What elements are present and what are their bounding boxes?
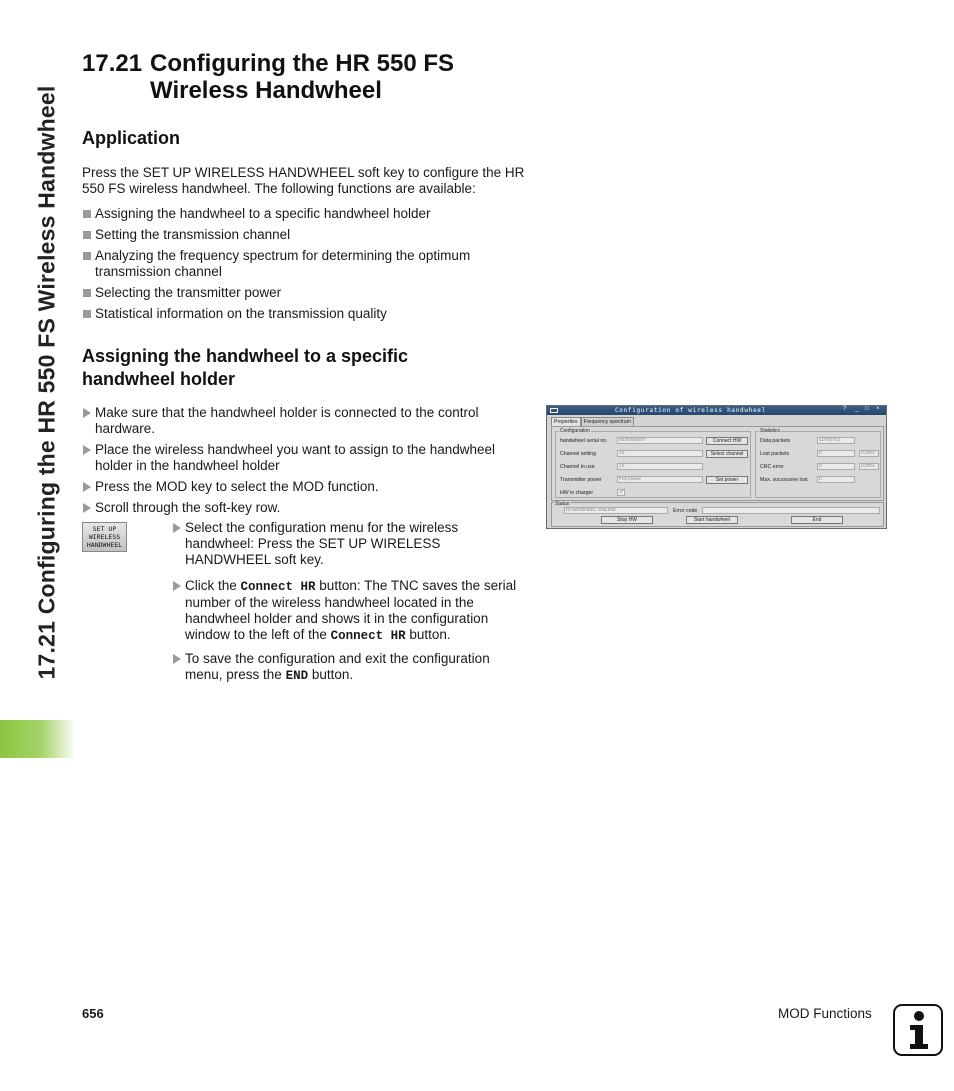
application-intro: Press the SET UP WIRELESS HANDWHEEL soft key to configure the HR 550 FS wireless handwheel. The following functions are available: xyxy=(82,165,525,196)
assigning-heading: Assigning the handwheel to a specific handwheel holder xyxy=(82,346,409,389)
configuration-group: Configuration handwheel serial no. 0026759407 Connect HW Channel setting 12 Select channel Channel in use 12 Transmitter power Full power Set power HW in charger ✓ xyxy=(555,431,751,498)
tab-properties[interactable]: Properties xyxy=(551,417,581,426)
serial-field: 0026759407 xyxy=(617,437,703,444)
error-code-label: Error code xyxy=(673,508,698,514)
list-item: Statistical information on the transmission quality xyxy=(82,306,522,322)
hw-in-charger-checkbox[interactable]: ✓ xyxy=(617,489,625,496)
list-item: Setting the transmission channel xyxy=(82,227,522,243)
set-power-button[interactable]: Set power xyxy=(706,476,748,484)
arrow-bullet-icon xyxy=(83,482,91,492)
lost-packets-field: 0 xyxy=(817,450,855,457)
info-icon xyxy=(893,1004,943,1056)
config-window-screenshot xyxy=(546,405,887,529)
list-item: Assigning the handwheel to a specific handwheel holder xyxy=(82,206,522,222)
section-name: MOD Functions xyxy=(778,1006,872,1021)
square-bullet-icon xyxy=(83,252,91,260)
sub-step-3: To save the configuration and exit the configuration menu, press the END button. xyxy=(172,651,527,684)
minimize-icon[interactable]: _ xyxy=(855,406,859,412)
channel-in-use-field: 12 xyxy=(617,463,703,470)
title-line-1: Configuring the HR 550 FS xyxy=(150,50,455,77)
square-bullet-icon xyxy=(83,231,91,239)
title-line-2: Wireless Handwheel xyxy=(150,77,382,104)
step-item: Place the wireless handwheel you want to assign to the handwheel holder in the handwheel holder xyxy=(82,442,527,474)
square-bullet-icon xyxy=(83,210,91,218)
list-item: Selecting the transmitter power xyxy=(82,285,522,301)
list-item: Analyzing the frequency spectrum for determining the optimum transmission channel xyxy=(82,248,522,280)
select-channel-button[interactable]: Select channel xyxy=(706,450,748,458)
step-item: Press the MOD key to select the MOD function. xyxy=(82,479,527,495)
channel-setting-field: 12 xyxy=(617,450,703,457)
help-icon[interactable]: ? xyxy=(843,406,847,412)
arrow-bullet-icon xyxy=(173,523,181,533)
square-bullet-icon xyxy=(83,289,91,297)
square-bullet-icon xyxy=(83,310,91,318)
function-list xyxy=(82,206,522,327)
page-number: 656 xyxy=(82,1006,104,1021)
application-heading: Application xyxy=(82,128,180,148)
step-item: Scroll through the soft-key row. xyxy=(82,500,527,516)
step-list xyxy=(82,405,527,521)
data-packets-field: 11734714 xyxy=(817,437,855,444)
sub-step-2: Click the Connect HR button: The TNC saves the serial number of the wireless handwheel located in the handwheel holder and shows it in the configuration window to the left of the Connect HR button. xyxy=(172,578,527,644)
lost-packets-pct: 0,00% xyxy=(859,450,879,457)
crc-error-pct: 0,00% xyxy=(859,463,879,470)
statistics-group: Statistics Data packets 11734714 Lost packets 0 0,00% CRC error 0 0,00% Max. successive lost 0 xyxy=(755,431,881,498)
chapter-color-tab xyxy=(0,720,76,758)
step-item: Make sure that the handwheel holder is connected to the control hardware. xyxy=(82,405,527,437)
maximize-icon[interactable]: □ xyxy=(865,406,869,412)
transmitter-power-field: Full power xyxy=(617,476,703,483)
status-group: Status HANDWHEEL ONLINE Error code Stop HW Start handwheel End xyxy=(551,502,884,527)
close-icon[interactable]: × xyxy=(876,406,880,412)
window-titlebar: Configuration of wireless handwheel ? _ □ × xyxy=(547,406,886,415)
end-button[interactable]: End xyxy=(791,516,843,524)
status-field: HANDWHEEL ONLINE xyxy=(564,507,668,514)
side-tab-title: 17.21 Configuring the HR 550 FS Wireless Handwheel xyxy=(33,85,60,680)
window-menu-icon[interactable] xyxy=(550,408,558,413)
tab-frequency-spectrum[interactable]: Frequency spectrum xyxy=(581,417,634,426)
page-title xyxy=(82,50,454,104)
max-successive-lost-field: 0 xyxy=(817,476,855,483)
stop-hw-button[interactable]: Stop HW xyxy=(601,516,653,524)
section-number: 17.21 xyxy=(82,50,143,77)
crc-error-field: 0 xyxy=(817,463,855,470)
start-handwheel-button[interactable]: Start handwheel xyxy=(686,516,738,524)
error-code-field xyxy=(702,507,880,514)
properties-panel xyxy=(551,426,884,501)
arrow-bullet-icon xyxy=(83,503,91,513)
arrow-bullet-icon xyxy=(83,445,91,455)
arrow-bullet-icon xyxy=(83,408,91,418)
arrow-bullet-icon xyxy=(173,654,181,664)
arrow-bullet-icon xyxy=(173,581,181,591)
sub-step-1: Select the configuration menu for the wireless handwheel: Press the SET UP WIRELESS HANDWHEEL soft key. xyxy=(172,520,527,568)
setup-wireless-handwheel-softkey[interactable]: SET UP WIRELESS HANDWHEEL xyxy=(82,522,127,552)
connect-hw-button[interactable]: Connect HW xyxy=(706,437,748,445)
